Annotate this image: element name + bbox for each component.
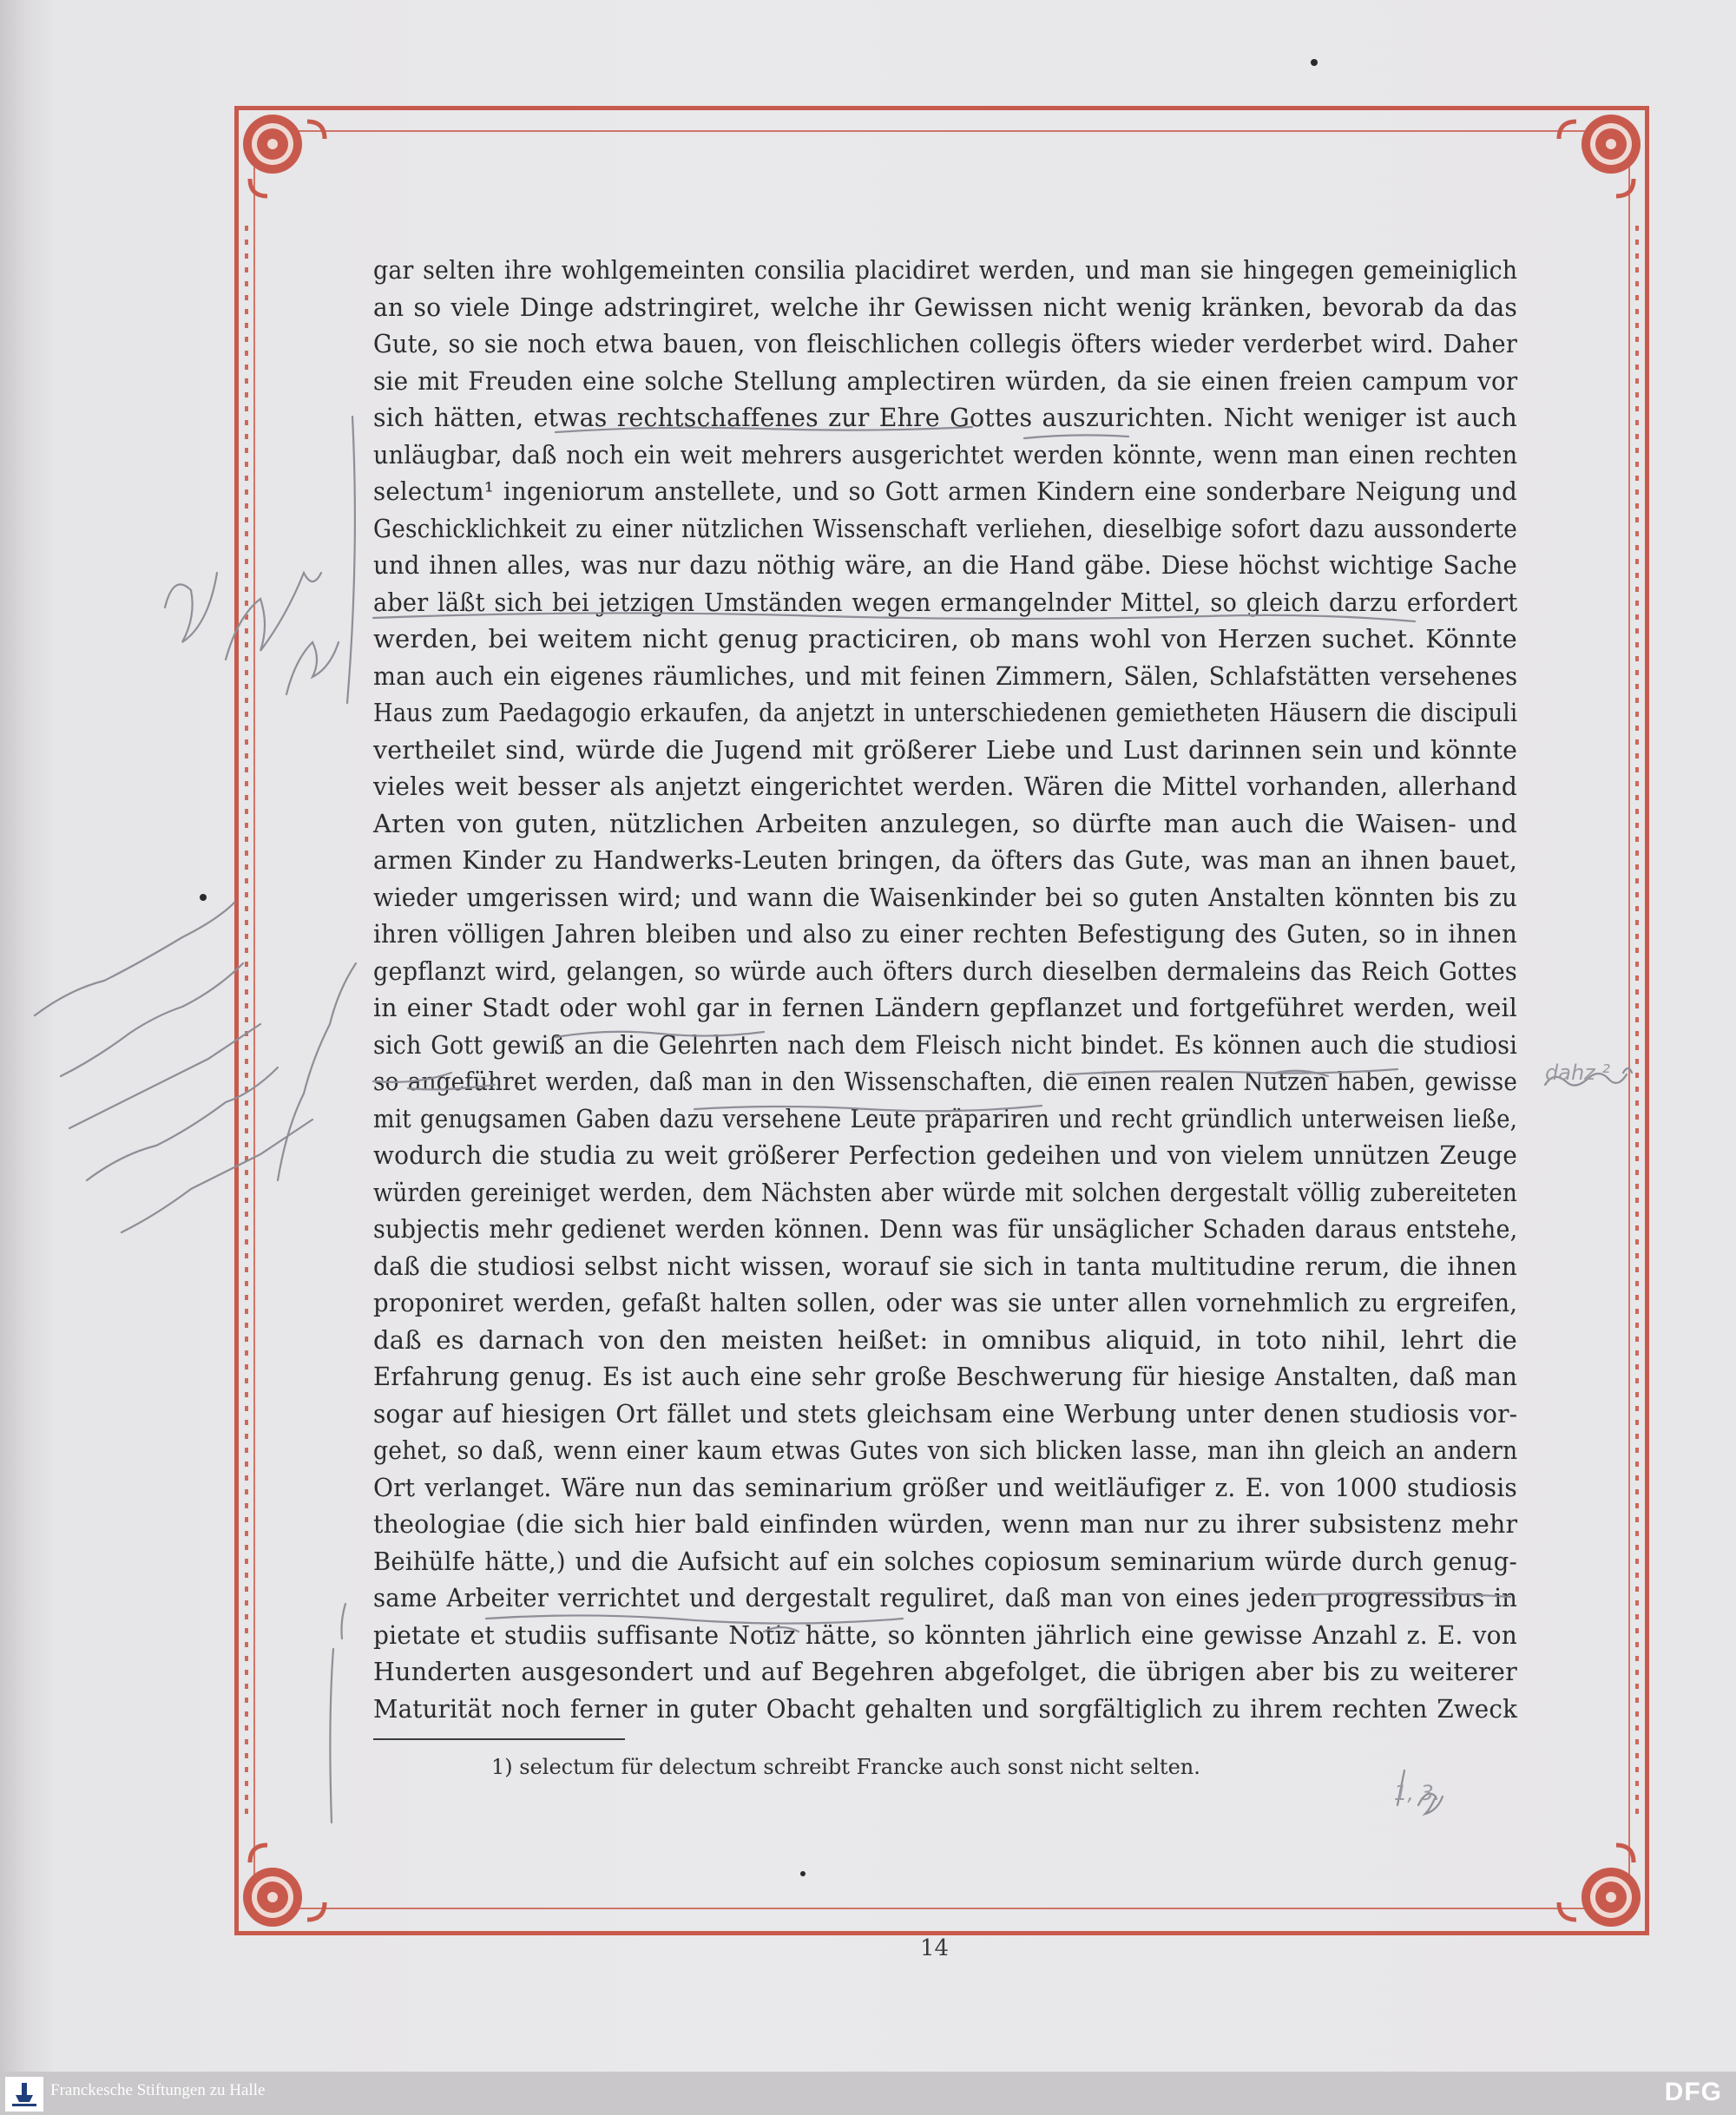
institution-name[interactable]: Franckesche Stiftungen zu Halle [50, 2081, 266, 2099]
frame-ornament-right [1635, 226, 1639, 1823]
speck [200, 894, 207, 901]
book-gutter [0, 0, 52, 2072]
text-line: theologiae (die sich hier bald einfinden würden, wenn man nur zu ihrer subsistenz mehr [373, 1509, 1518, 1539]
text-line: werden, bei weitem nicht genug practiciren, ob mans wohl von Herzen suchet. Könnte [373, 624, 1517, 654]
text-line: Haus zum Paedagogio erkaufen, da anjetzt in unterschiedenen gemietheten Häusern die discipuli [373, 698, 1518, 727]
text-line: sogar auf hiesigen Ort fället und stets gleichsam eine Werbung unter denen studiosis vor- [373, 1398, 1518, 1429]
text-line: man auch ein eigenes räumliches, und mit feinen Zimmern, Sälen, Schlafstätten versehenes [373, 660, 1518, 691]
page-number: 14 [920, 1935, 950, 1961]
rosette-corner-icon [233, 1835, 335, 1937]
text-line: ihren völligen Jahren bleiben und also zu einer rechten Befestigung des Guten, so in ihnen [373, 919, 1517, 949]
text-line: wodurch die studia zu weit größerer Perfection gedeihen und von vielem unnützen Zeuge [373, 1140, 1517, 1170]
text-line: Arten von guten, nützlichen Arbeiten anzulegen, so dürfte man auch die Waisen- und [373, 808, 1517, 838]
text-line: Geschicklichkeit zu einer nützlichen Wissenschaft verliehen, dieselbige sofort dazu aussonderte [373, 513, 1517, 543]
text-line: vieles weit besser als anjetzt eingerichtet werden. Wären die Mittel vorhanden, allerhand [373, 772, 1517, 801]
text-line: so angeführet werden, daß man in den Wissenschaften, die einen realen Nutzen haben, gewisse [373, 1067, 1517, 1096]
text-line: sich hätten, etwas rechtschaffenes zur Ehre Gottes auszurichten. Nicht weniger ist auch [373, 403, 1517, 432]
text-line: würden gereiniget werden, dem Nächsten aber würde mit solchen dergestalt völlig zubereiteten [373, 1177, 1517, 1207]
text-line: subjectis mehr gedienet werden können. Denn was für unsäglicher Schaden daraus entstehe, [373, 1214, 1518, 1244]
text-line: same Arbeiter verrichtet und dergestalt reguliret, daß man von eines jeden progressibus in [373, 1583, 1518, 1613]
text-line: Hunderten ausgesondert und auf Begehren abgefolget, die übrigen aber bis zu weiterer [373, 1657, 1517, 1686]
text-line: mit genugsamen Gaben dazu versehene Leute präpariren und recht gründlich unterweisen ließe, [373, 1103, 1518, 1133]
dfg-logo: DFG [1664, 2078, 1722, 2106]
footnote: 1) selectum für delectum schreibt Francke auch sonst nicht selten. [491, 1755, 1200, 1779]
rosette-corner-icon [1549, 104, 1651, 207]
text-line: sie mit Freuden eine solche Stellung amplectiren würden, da sie einen freien campum vor [373, 365, 1518, 396]
margin-note-right: dahz ² [1545, 1061, 1610, 1085]
text-line: gehet, so daß, wenn einer kaum etwas Gutes von sich blicken lasse, man ihn gleich an andern [373, 1435, 1518, 1465]
text-line: pietate et studiis suffisante Notiz hätte, so könnten jährlich eine gewisse Anzahl z. E. von [373, 1619, 1517, 1650]
text-line: sich Gott gewiß an die Gelehrten nach dem Fleisch nicht bindet. Es können auch die studiosi [373, 1029, 1517, 1060]
text-line: in einer Stadt oder wohl gar in fernen Ländern gepflanzet und fortgeführet werden, weil [373, 993, 1517, 1022]
text-line: vertheilet sind, würde die Jugend mit größerer Liebe und Lust darinnen sein und könnte [373, 734, 1518, 765]
text-line: selectum¹ ingeniorum anstellete, und so Gott armen Kindern eine sonderbare Neigung und [373, 476, 1517, 506]
text-line: Gute, so sie noch etwa bauen, von fleischlichen collegis öfters wieder verderbet wird. Daher [373, 329, 1517, 358]
margin-note-bottom: 1, 3. [1394, 1781, 1441, 1805]
speck [1311, 59, 1318, 66]
text-line: Beihülfe hätte,) und die Aufsicht auf ein solches copiosum seminarium würde durch genug- [373, 1546, 1517, 1576]
text-line: aber läßt sich bei jetzigen Umständen wegen ermangelnder Mittel, so gleich darzu erfordert [373, 587, 1518, 617]
body-text [373, 252, 1517, 1727]
text-line: an so viele Dinge adstringiret, welche ihr Gewissen nicht wenig kränken, bevorab da das [373, 292, 1517, 322]
frame-ornament-left [245, 226, 248, 1823]
speck [800, 1871, 806, 1876]
rosette-corner-icon [1549, 1835, 1651, 1937]
text-line: armen Kinder zu Handwerks-Leuten bringen, da öfters das Gute, was man an ihnen bauet, [373, 845, 1517, 875]
institution-logo-icon [9, 2079, 40, 2109]
text-line: gar selten ihre wohlgemeinten consilia placidiret werden, und man sie hingegen gemeiniglich [373, 255, 1518, 285]
text-line: daß die studiosi selbst nicht wissen, worauf sie sich in tanta multitudine rerum, die ihnen [373, 1251, 1517, 1281]
text-line: gepflanzt wird, gelangen, so würde auch öfters durch dieselben dermaleins das Reich Gottes [373, 956, 1517, 986]
text-line: Erfahrung genug. Es ist auch eine sehr große Beschwerung für hiesige Anstalten, daß man [373, 1362, 1518, 1391]
text-line: wieder umgerissen wird; und wann die Waisenkinder bei so guten Anstalten könnten bis zu [373, 882, 1517, 912]
text-line: Ort verlanget. Wäre nun das seminarium größer und weitläufiger z. E. von 1000 studiosis [373, 1472, 1517, 1502]
text-line: proponiret werden, gefaßt halten sollen, oder was sie unter allen vornehmlich zu ergreifen, [373, 1288, 1518, 1317]
institution-logo [5, 2077, 43, 2112]
footnote-separator [373, 1738, 625, 1740]
text-line: daß es darnach von den meisten heißet: in omnibus aliquid, in toto nihil, lehrt die [373, 1324, 1517, 1355]
rosette-corner-icon [233, 104, 335, 207]
text-line: und ihnen alles, was nur dazu nöthig wäre, an die Hand gäbe. Diese höchst wichtige Sache [373, 550, 1517, 580]
text-line: unläugbar, daß noch ein weit mehrers ausgerichtet werden könnte, wenn man einen rechten [373, 439, 1518, 470]
text-line: Maturität noch ferner in guter Obacht gehalten und sorgfältiglich zu ihrem rechten Zweck [373, 1693, 1518, 1724]
